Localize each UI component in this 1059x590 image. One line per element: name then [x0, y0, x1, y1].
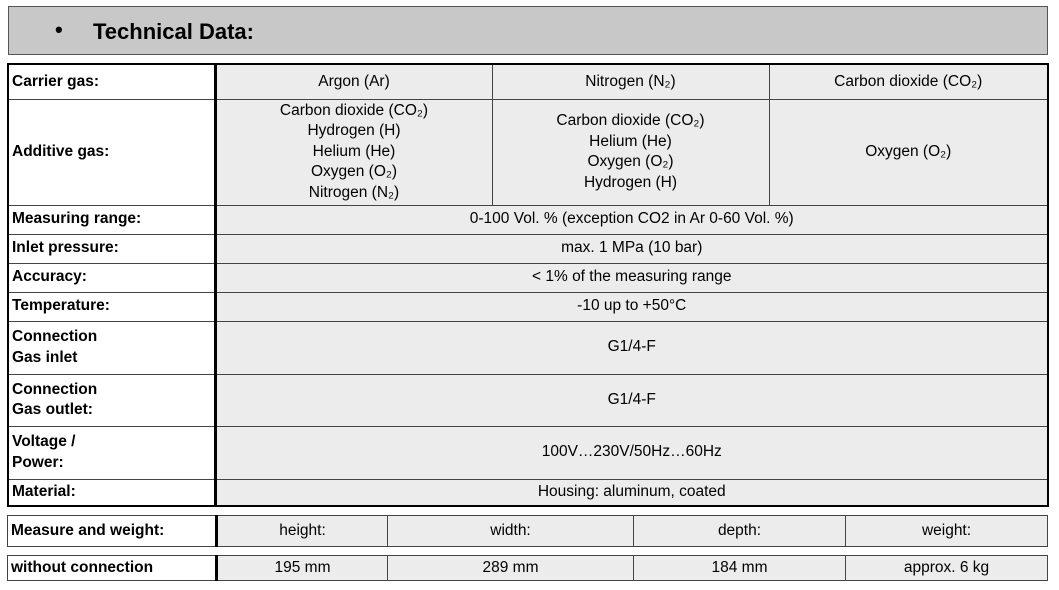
material-value: Housing: aluminum, coated: [215, 479, 1048, 506]
voltage-value: 100V…230V/50Hz…60Hz: [215, 426, 1048, 479]
carrier-nitrogen: Nitrogen (N₂): [492, 64, 769, 99]
additive-gas-label: Additive gas:: [8, 99, 215, 205]
list-item: Hydrogen (H): [583, 173, 678, 191]
label-line: Connection: [12, 328, 98, 345]
without-connection-label: without connection: [8, 556, 217, 581]
width-value: 289 mm: [388, 556, 634, 581]
list-item: Oxygen (O₂): [865, 142, 952, 160]
inlet-pressure-value: max. 1 MPa (10 bar): [215, 234, 1048, 263]
table-row: [8, 234, 1048, 263]
connection-inlet-value: G1/4-F: [215, 321, 1048, 374]
table-row: [8, 426, 1048, 479]
carrier-co2: Carbon dioxide (CO₂): [769, 64, 1048, 99]
technical-data-table: [7, 63, 1049, 507]
label-line: Voltage /: [12, 433, 76, 450]
label-line: Power:: [12, 453, 64, 471]
carrier-gas-row: [8, 64, 1048, 99]
width-header: width:: [388, 516, 634, 547]
table-row: [8, 374, 1048, 426]
inlet-pressure-label: Inlet pressure:: [8, 234, 215, 263]
list-item: Helium (He): [589, 132, 672, 150]
list-item: Oxygen (O₂): [587, 153, 674, 170]
list-item: Hydrogen (H): [307, 122, 401, 140]
weight-value: approx. 6 kg: [846, 556, 1048, 581]
temperature-value: -10 up to +50°C: [215, 292, 1048, 321]
label-line: Gas inlet: [12, 348, 78, 366]
depth-header: depth:: [634, 516, 846, 547]
table-row: [8, 479, 1048, 506]
list-item: Helium (He): [312, 142, 396, 160]
weights-table: [7, 555, 1048, 581]
label-line: Connection: [12, 380, 98, 398]
material-label: Material:: [8, 479, 215, 506]
table-row: [8, 205, 1048, 234]
bullet: •: [55, 17, 63, 42]
temperature-label: Temperature:: [8, 292, 215, 321]
connection-outlet-value: G1/4-F: [215, 374, 1048, 426]
dimensions-table: [7, 515, 1048, 547]
table-row: [8, 292, 1048, 321]
list-item: Nitrogen (N₂): [308, 183, 400, 201]
weight-header: weight:: [846, 516, 1048, 547]
accuracy-label: Accuracy:: [8, 263, 215, 292]
list-item: Carbon dioxide (CO₂): [279, 101, 429, 119]
connection-inlet-label: [8, 321, 215, 374]
carrier-gas-label: Carrier gas:: [8, 64, 215, 99]
section-title: Technical Data:: [93, 19, 254, 44]
additive-argon-list: [215, 99, 492, 205]
without-connection-row: [8, 556, 1048, 581]
depth-value: 184 mm: [634, 556, 846, 581]
additive-gas-row: [8, 99, 1048, 205]
label-line: Gas outlet:: [12, 401, 93, 418]
measuring-range-value: 0-100 Vol. % (exception CO2 in Ar 0-60 Vol. %): [215, 205, 1048, 234]
measuring-range-label: Measuring range:: [8, 205, 215, 234]
dimensions-header-row: [8, 516, 1048, 547]
height-header: height:: [217, 516, 388, 547]
additive-co2-list: [769, 99, 1048, 205]
list-item: Oxygen (O₂): [310, 163, 398, 181]
section-header: [8, 6, 1048, 55]
table-row: [8, 263, 1048, 292]
accuracy-value: < 1% of the measuring range: [215, 263, 1048, 292]
list-item: Carbon dioxide (CO₂): [556, 112, 705, 129]
dimensions-label: Measure and weight:: [8, 516, 217, 547]
voltage-label: [8, 426, 215, 479]
table-row: [8, 321, 1048, 374]
connection-outlet-label: [8, 374, 215, 426]
additive-nitrogen-list: [492, 99, 769, 205]
carrier-argon: Argon (Ar): [215, 64, 492, 99]
height-value: 195 mm: [217, 556, 388, 581]
